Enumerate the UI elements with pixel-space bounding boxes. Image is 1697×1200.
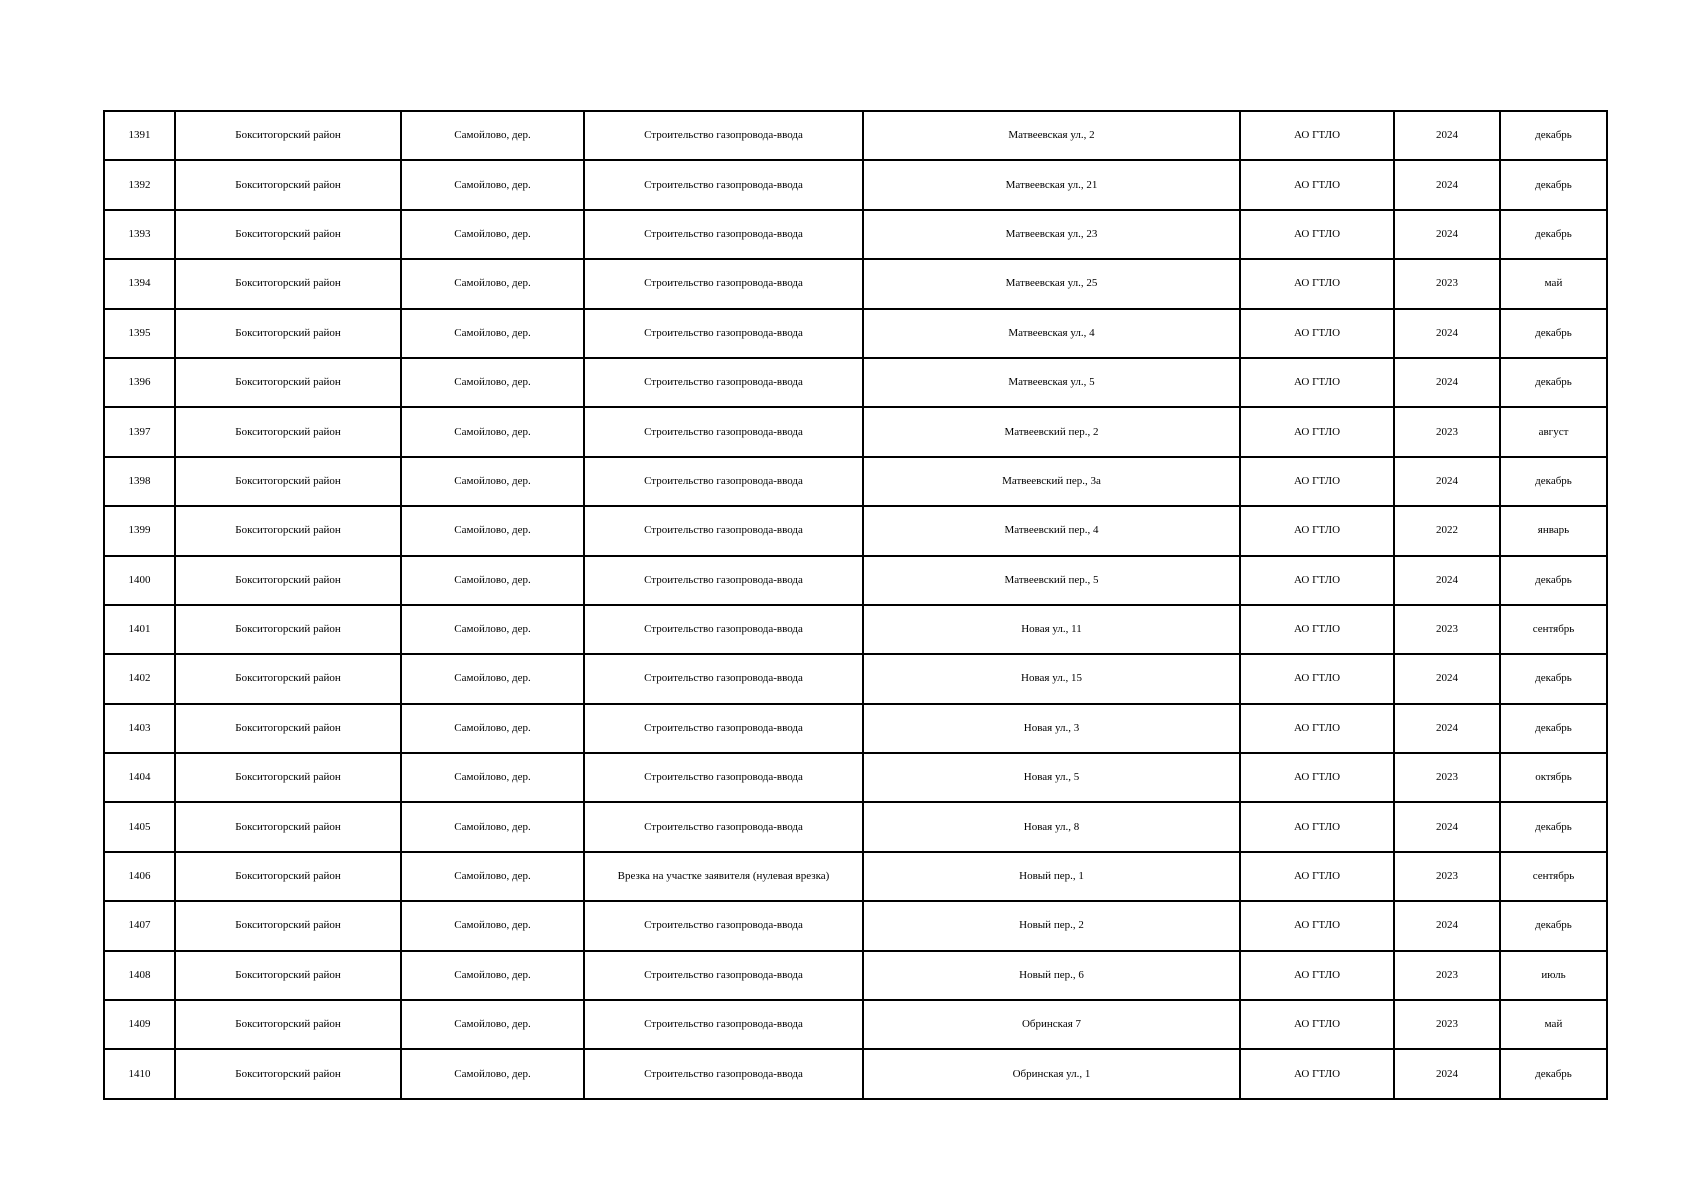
year-cell: 2024 [1394, 210, 1500, 259]
year-cell: 2023 [1394, 1000, 1500, 1049]
settlement-cell: Самойлово, дер. [401, 1049, 584, 1098]
district-cell: Бокситогорский район [175, 259, 401, 308]
table-row [104, 1049, 1607, 1098]
district-cell: Бокситогорский район [175, 951, 401, 1000]
settlement-cell: Самойлово, дер. [401, 358, 584, 407]
district-cell: Бокситогорский район [175, 852, 401, 901]
row-number-cell: 1402 [104, 654, 175, 703]
address-cell: Матвеевская ул., 21 [863, 160, 1240, 209]
year-cell: 2023 [1394, 259, 1500, 308]
settlement-cell: Самойлово, дер. [401, 259, 584, 308]
work-type-cell: Врезка на участке заявителя (нулевая врезка) [584, 852, 863, 901]
year-cell: 2023 [1394, 407, 1500, 456]
work-type-cell: Строительство газопровода-ввода [584, 605, 863, 654]
settlement-cell: Самойлово, дер. [401, 654, 584, 703]
address-cell: Матвеевская ул., 23 [863, 210, 1240, 259]
organization-cell: АО ГТЛО [1240, 1049, 1394, 1098]
work-type-cell: Строительство газопровода-ввода [584, 556, 863, 605]
address-cell: Матвеевский пер., 2 [863, 407, 1240, 456]
address-cell: Матвеевский пер., 4 [863, 506, 1240, 555]
table-row [104, 852, 1607, 901]
month-cell: сентябрь [1500, 605, 1607, 654]
organization-cell: АО ГТЛО [1240, 556, 1394, 605]
work-type-cell: Строительство газопровода-ввода [584, 753, 863, 802]
month-cell: декабрь [1500, 802, 1607, 851]
organization-cell: АО ГТЛО [1240, 407, 1394, 456]
organization-cell: АО ГТЛО [1240, 259, 1394, 308]
table-row [104, 951, 1607, 1000]
year-cell: 2024 [1394, 704, 1500, 753]
address-cell: Матвеевская ул., 2 [863, 111, 1240, 160]
organization-cell: АО ГТЛО [1240, 358, 1394, 407]
settlement-cell: Самойлово, дер. [401, 802, 584, 851]
district-cell: Бокситогорский район [175, 901, 401, 950]
year-cell: 2024 [1394, 309, 1500, 358]
work-type-cell: Строительство газопровода-ввода [584, 210, 863, 259]
organization-cell: АО ГТЛО [1240, 605, 1394, 654]
settlement-cell: Самойлово, дер. [401, 111, 584, 160]
row-number-cell: 1396 [104, 358, 175, 407]
year-cell: 2023 [1394, 753, 1500, 802]
month-cell: сентябрь [1500, 852, 1607, 901]
row-number-cell: 1405 [104, 802, 175, 851]
work-type-cell: Строительство газопровода-ввода [584, 1000, 863, 1049]
month-cell: декабрь [1500, 457, 1607, 506]
work-type-cell: Строительство газопровода-ввода [584, 951, 863, 1000]
district-cell: Бокситогорский район [175, 309, 401, 358]
table-row [104, 753, 1607, 802]
work-type-cell: Строительство газопровода-ввода [584, 506, 863, 555]
month-cell: декабрь [1500, 654, 1607, 703]
district-cell: Бокситогорский район [175, 457, 401, 506]
month-cell: декабрь [1500, 556, 1607, 605]
year-cell: 2024 [1394, 111, 1500, 160]
table-row [104, 556, 1607, 605]
settlement-cell: Самойлово, дер. [401, 753, 584, 802]
organization-cell: АО ГТЛО [1240, 111, 1394, 160]
district-cell: Бокситогорский район [175, 802, 401, 851]
row-number-cell: 1401 [104, 605, 175, 654]
row-number-cell: 1408 [104, 951, 175, 1000]
district-cell: Бокситогорский район [175, 1000, 401, 1049]
row-number-cell: 1407 [104, 901, 175, 950]
table-row [104, 259, 1607, 308]
table-row [104, 704, 1607, 753]
work-type-cell: Строительство газопровода-ввода [584, 802, 863, 851]
month-cell: июль [1500, 951, 1607, 1000]
district-cell: Бокситогорский район [175, 506, 401, 555]
organization-cell: АО ГТЛО [1240, 457, 1394, 506]
table-body [104, 111, 1607, 1099]
table-row [104, 506, 1607, 555]
district-cell: Бокситогорский район [175, 605, 401, 654]
month-cell: январь [1500, 506, 1607, 555]
address-cell: Матвеевская ул., 4 [863, 309, 1240, 358]
address-cell: Обринская ул., 1 [863, 1049, 1240, 1098]
organization-cell: АО ГТЛО [1240, 160, 1394, 209]
table-row [104, 358, 1607, 407]
address-cell: Обринская 7 [863, 1000, 1240, 1049]
district-cell: Бокситогорский район [175, 160, 401, 209]
organization-cell: АО ГТЛО [1240, 753, 1394, 802]
work-type-cell: Строительство газопровода-ввода [584, 901, 863, 950]
district-cell: Бокситогорский район [175, 753, 401, 802]
year-cell: 2024 [1394, 1049, 1500, 1098]
work-type-cell: Строительство газопровода-ввода [584, 407, 863, 456]
settlement-cell: Самойлово, дер. [401, 852, 584, 901]
row-number-cell: 1393 [104, 210, 175, 259]
table-row [104, 210, 1607, 259]
district-cell: Бокситогорский район [175, 358, 401, 407]
district-cell: Бокситогорский район [175, 1049, 401, 1098]
settlement-cell: Самойлово, дер. [401, 210, 584, 259]
month-cell: декабрь [1500, 901, 1607, 950]
address-cell: Новая ул., 15 [863, 654, 1240, 703]
table-row [104, 407, 1607, 456]
settlement-cell: Самойлово, дер. [401, 160, 584, 209]
address-cell: Новая ул., 5 [863, 753, 1240, 802]
year-cell: 2024 [1394, 457, 1500, 506]
row-number-cell: 1403 [104, 704, 175, 753]
row-number-cell: 1406 [104, 852, 175, 901]
address-cell: Новый пер., 2 [863, 901, 1240, 950]
row-number-cell: 1399 [104, 506, 175, 555]
organization-cell: АО ГТЛО [1240, 309, 1394, 358]
row-number-cell: 1400 [104, 556, 175, 605]
settlement-cell: Самойлово, дер. [401, 704, 584, 753]
district-cell: Бокситогорский район [175, 111, 401, 160]
address-cell: Матвеевский пер., 3а [863, 457, 1240, 506]
gas-connection-table [103, 110, 1608, 1100]
work-type-cell: Строительство газопровода-ввода [584, 160, 863, 209]
table-row [104, 605, 1607, 654]
district-cell: Бокситогорский район [175, 210, 401, 259]
year-cell: 2024 [1394, 901, 1500, 950]
year-cell: 2023 [1394, 605, 1500, 654]
year-cell: 2024 [1394, 556, 1500, 605]
address-cell: Матвеевский пер., 5 [863, 556, 1240, 605]
district-cell: Бокситогорский район [175, 556, 401, 605]
work-type-cell: Строительство газопровода-ввода [584, 704, 863, 753]
address-cell: Новая ул., 8 [863, 802, 1240, 851]
month-cell: декабрь [1500, 358, 1607, 407]
row-number-cell: 1404 [104, 753, 175, 802]
work-type-cell: Строительство газопровода-ввода [584, 259, 863, 308]
organization-cell: АО ГТЛО [1240, 802, 1394, 851]
month-cell: октябрь [1500, 753, 1607, 802]
year-cell: 2024 [1394, 358, 1500, 407]
settlement-cell: Самойлово, дер. [401, 901, 584, 950]
settlement-cell: Самойлово, дер. [401, 506, 584, 555]
settlement-cell: Самойлово, дер. [401, 1000, 584, 1049]
settlement-cell: Самойлово, дер. [401, 951, 584, 1000]
settlement-cell: Самойлово, дер. [401, 309, 584, 358]
organization-cell: АО ГТЛО [1240, 852, 1394, 901]
organization-cell: АО ГТЛО [1240, 1000, 1394, 1049]
row-number-cell: 1397 [104, 407, 175, 456]
address-cell: Новый пер., 1 [863, 852, 1240, 901]
settlement-cell: Самойлово, дер. [401, 556, 584, 605]
table-row [104, 160, 1607, 209]
table-row [104, 111, 1607, 160]
year-cell: 2022 [1394, 506, 1500, 555]
table-row [104, 901, 1607, 950]
month-cell: декабрь [1500, 111, 1607, 160]
organization-cell: АО ГТЛО [1240, 704, 1394, 753]
address-cell: Новый пер., 6 [863, 951, 1240, 1000]
month-cell: май [1500, 259, 1607, 308]
work-type-cell: Строительство газопровода-ввода [584, 654, 863, 703]
work-type-cell: Строительство газопровода-ввода [584, 309, 863, 358]
row-number-cell: 1394 [104, 259, 175, 308]
organization-cell: АО ГТЛО [1240, 654, 1394, 703]
district-cell: Бокситогорский район [175, 407, 401, 456]
district-cell: Бокситогорский район [175, 704, 401, 753]
work-type-cell: Строительство газопровода-ввода [584, 358, 863, 407]
year-cell: 2023 [1394, 951, 1500, 1000]
month-cell: декабрь [1500, 160, 1607, 209]
year-cell: 2024 [1394, 160, 1500, 209]
row-number-cell: 1398 [104, 457, 175, 506]
month-cell: август [1500, 407, 1607, 456]
table-row [104, 802, 1607, 851]
address-cell: Матвеевская ул., 25 [863, 259, 1240, 308]
month-cell: май [1500, 1000, 1607, 1049]
address-cell: Новая ул., 11 [863, 605, 1240, 654]
district-cell: Бокситогорский район [175, 654, 401, 703]
address-cell: Матвеевская ул., 5 [863, 358, 1240, 407]
month-cell: декабрь [1500, 704, 1607, 753]
row-number-cell: 1391 [104, 111, 175, 160]
organization-cell: АО ГТЛО [1240, 951, 1394, 1000]
table-row [104, 654, 1607, 703]
work-type-cell: Строительство газопровода-ввода [584, 1049, 863, 1098]
work-type-cell: Строительство газопровода-ввода [584, 111, 863, 160]
month-cell: декабрь [1500, 309, 1607, 358]
month-cell: декабрь [1500, 1049, 1607, 1098]
row-number-cell: 1392 [104, 160, 175, 209]
organization-cell: АО ГТЛО [1240, 210, 1394, 259]
month-cell: декабрь [1500, 210, 1607, 259]
table-row [104, 457, 1607, 506]
year-cell: 2024 [1394, 802, 1500, 851]
table-row [104, 1000, 1607, 1049]
address-cell: Новая ул., 3 [863, 704, 1240, 753]
row-number-cell: 1395 [104, 309, 175, 358]
organization-cell: АО ГТЛО [1240, 901, 1394, 950]
settlement-cell: Самойлово, дер. [401, 407, 584, 456]
table-row [104, 309, 1607, 358]
year-cell: 2024 [1394, 654, 1500, 703]
settlement-cell: Самойлово, дер. [401, 457, 584, 506]
organization-cell: АО ГТЛО [1240, 506, 1394, 555]
row-number-cell: 1410 [104, 1049, 175, 1098]
work-type-cell: Строительство газопровода-ввода [584, 457, 863, 506]
year-cell: 2023 [1394, 852, 1500, 901]
settlement-cell: Самойлово, дер. [401, 605, 584, 654]
row-number-cell: 1409 [104, 1000, 175, 1049]
